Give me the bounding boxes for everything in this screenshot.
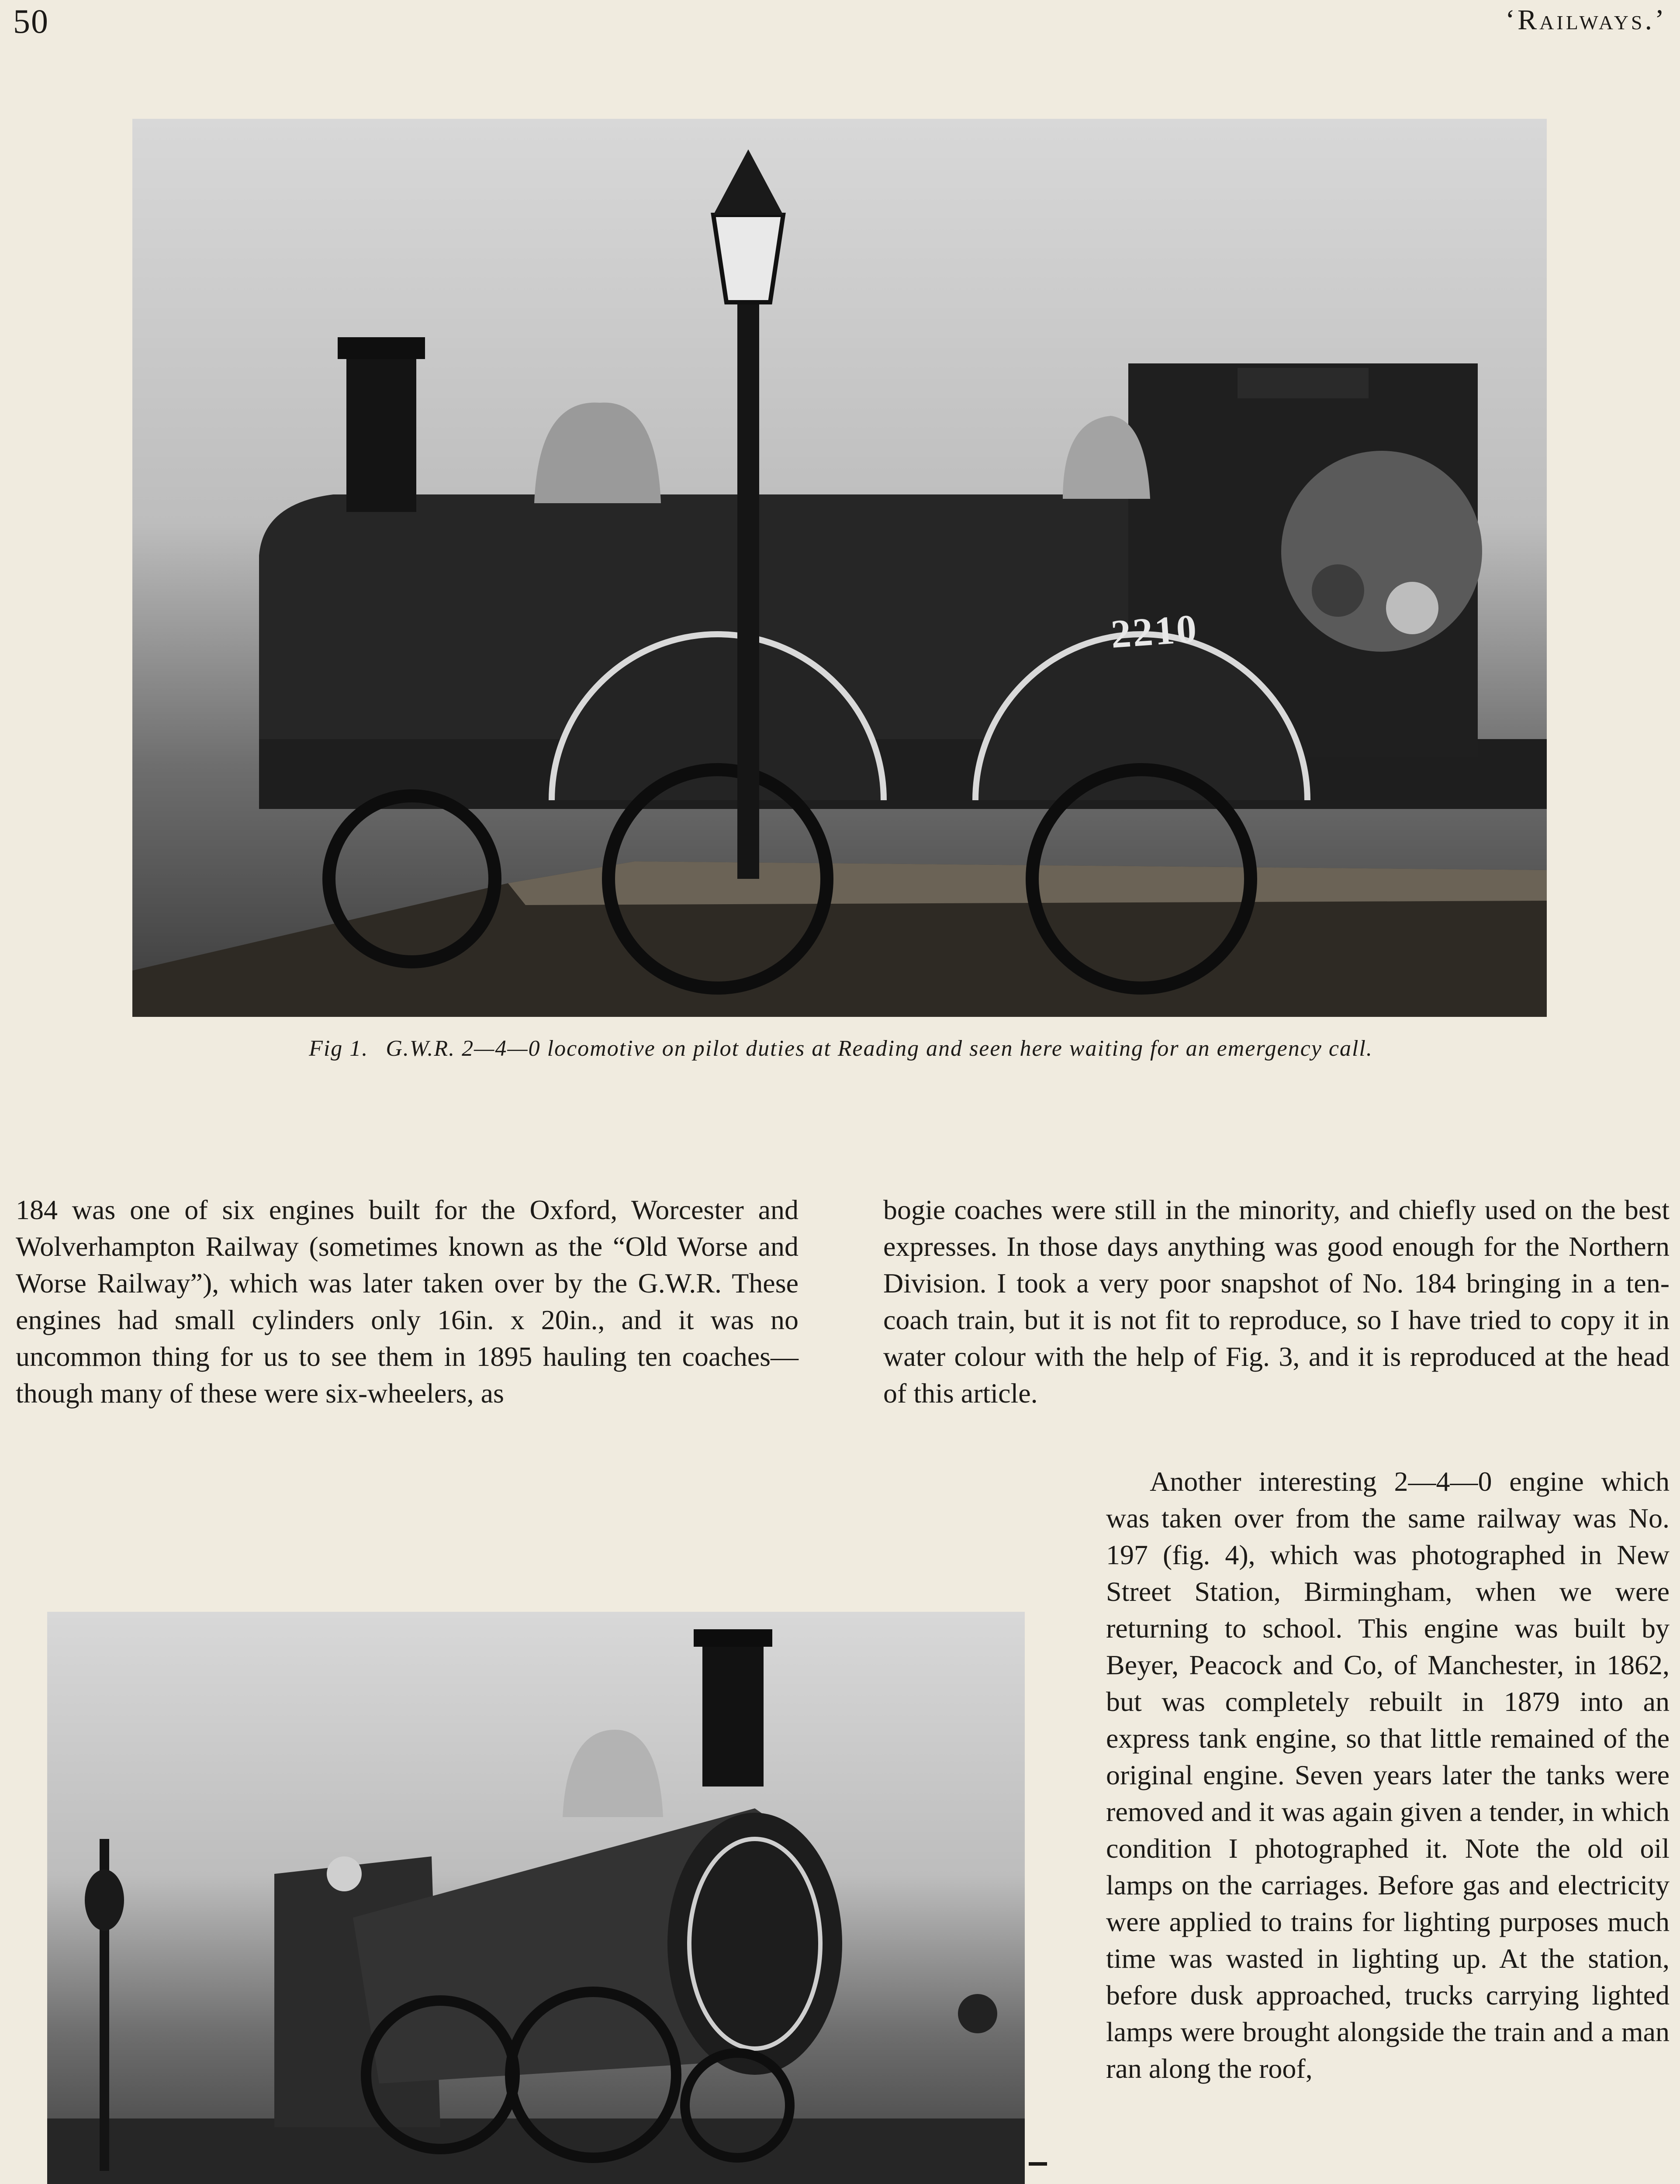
right-column-paragraph: bogie coaches were still in the minority, and chiefly used on the best expresses. In those days anything was good enough for the Northern Division. I took a very poor snapshot of No. 184 bringing in a ten-coach train, but it is not fit to reproduce, so I have tried to copy it in water colour with the help of Fig. 3, and it is reproduced at the head of this article. <box>883 1194 1670 1409</box>
figure-1-caption-text: G.W.R. 2—4—0 locomotive on pilot duties at Reading and seen here waiting for an emergency call. <box>386 1036 1373 1061</box>
left-column-text <box>16 1192 799 1412</box>
figure-1-photo <box>132 119 1547 1017</box>
margin-dash <box>1029 2162 1047 2166</box>
left-column-paragraph: 184 was one of six engines built for the Oxford, Worcester and Wolverhampton Railway (sometimes known as the “Old Worse and Worse Railway”), which was later taken over by the G.W.R. These engines had small cylinders only 16in. x 20in., and it was no uncommon thing for us to see them in 1895 hauling ten coaches—though many of these were six-wheelers, as <box>16 1194 799 1409</box>
narrow-column-paragraph: Another interesting 2—4—0 engine which was taken over from the same railway was No. 197 (fig. 4), which was photographed in New Street Station, Birmingham, when we were returning to school. This engine was built by Beyer, Peacock and Co, of Manchester, in 1862, but was completely rebuilt in 1879 into an express tank engine, so that little remained of the original engine. Seven years later the tanks were removed and it was again given a tender, in which condition I photographed it. Note the old oil lamps on the carriages. Before gas and electricity were applied to trains for lighting purposes much time was wasted in lighting up. At the station, before dusk approached, trucks carrying lighted lamps were brought alongside the train and a man ran along the roof, <box>1106 1466 1670 2084</box>
page-number: 50 <box>13 2 49 40</box>
right-column-text <box>883 1192 1670 1412</box>
running-title: ‘Railways.’ <box>1505 4 1667 36</box>
figure-2-photo <box>47 1612 1025 2184</box>
narrow-column-text <box>1106 1463 1670 2087</box>
figure-1-caption <box>201 1035 1481 1062</box>
engine-number-plate: 2210 <box>1109 606 1200 657</box>
figure-1-caption-label: Fig 1. <box>309 1036 369 1061</box>
